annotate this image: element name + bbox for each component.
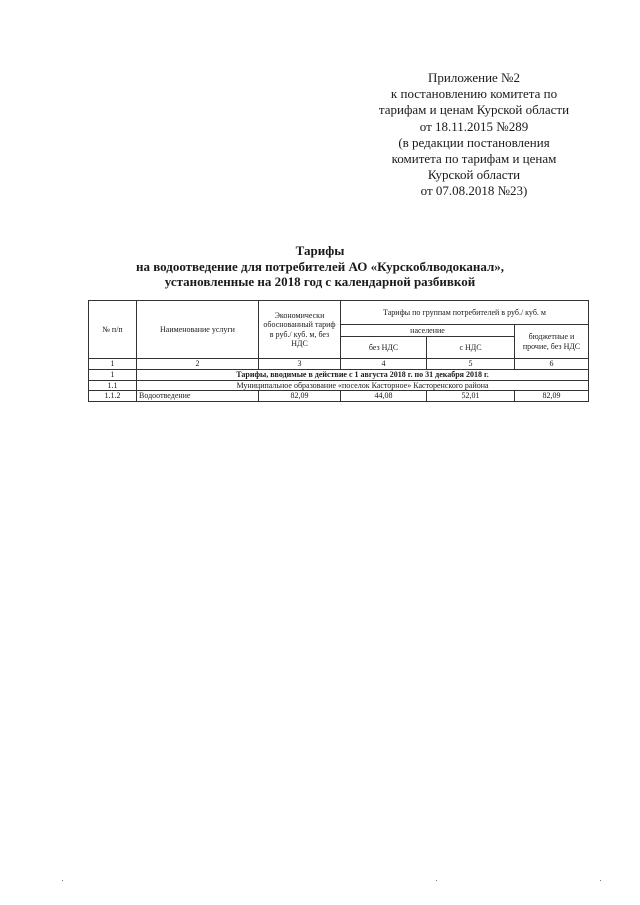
title-line: на водоотведение для потребителей АО «Курскоблводоканал», [135,258,505,274]
section-no: 1 [89,370,137,381]
row-service-name: Водоотведение [137,391,259,402]
table-row [89,391,589,402]
column-number: 1 [89,359,137,370]
header-line: Приложение №2 [428,70,520,85]
header-line: (в редакции постановления [398,134,550,150]
subsection-row [89,380,589,391]
header-line: комитета по тарифам и ценам [391,151,557,167]
column-number: 5 [427,359,515,370]
row-pop-vat: 52,01 [427,391,515,402]
header-population: население [341,325,515,337]
title-line: установленные на 2018 год с календарной разбивкой [164,274,476,289]
header-pop-novat: без НДС [341,337,427,359]
header-line: к постановлению комитета по [390,86,558,102]
column-number: 3 [259,359,341,370]
subsection-title: Муниципальное образование «поселок Касторное» Касторенского района [137,380,589,391]
header-service-name: Наименование услуги [137,301,259,359]
row-budget: 82,09 [515,391,589,402]
header-no: № п/п [89,301,137,359]
column-number: 2 [137,359,259,370]
header-econ-tariff: Экономически обоснованный тариф в руб./ куб. м, без НДС [259,301,341,359]
row-econ-tariff: 82,09 [259,391,341,402]
header-pop-vat: с НДС [427,337,515,359]
scan-speck [600,880,601,881]
tariff-table [88,300,589,402]
scan-speck [62,880,63,881]
section-row [89,370,589,381]
column-number: 6 [515,359,589,370]
header-budget: бюджетные и прочие, без НДС [515,325,589,359]
scan-speck [436,880,437,881]
header-consumer-groups: Тарифы по группам потребителей в руб./ куб. м [341,301,589,325]
subsection-no: 1.1 [89,380,137,391]
row-pop-novat: 44,08 [341,391,427,402]
document-title [0,243,640,290]
section-title: Тарифы, вводимые в действие с 1 августа 2018 г. по 31 декабря 2018 г. [137,370,589,381]
column-number: 4 [341,359,427,370]
header-line: тарифам и ценам Курской области [378,102,570,118]
header-line: от 07.08.2018 №23) [420,183,528,199]
title-line: Тарифы [295,243,345,258]
row-no: 1.1.2 [89,391,137,402]
header-line: от 18.11.2015 №289 [419,118,529,134]
appendix-header [355,70,593,200]
header-line: Курской области [427,167,521,183]
